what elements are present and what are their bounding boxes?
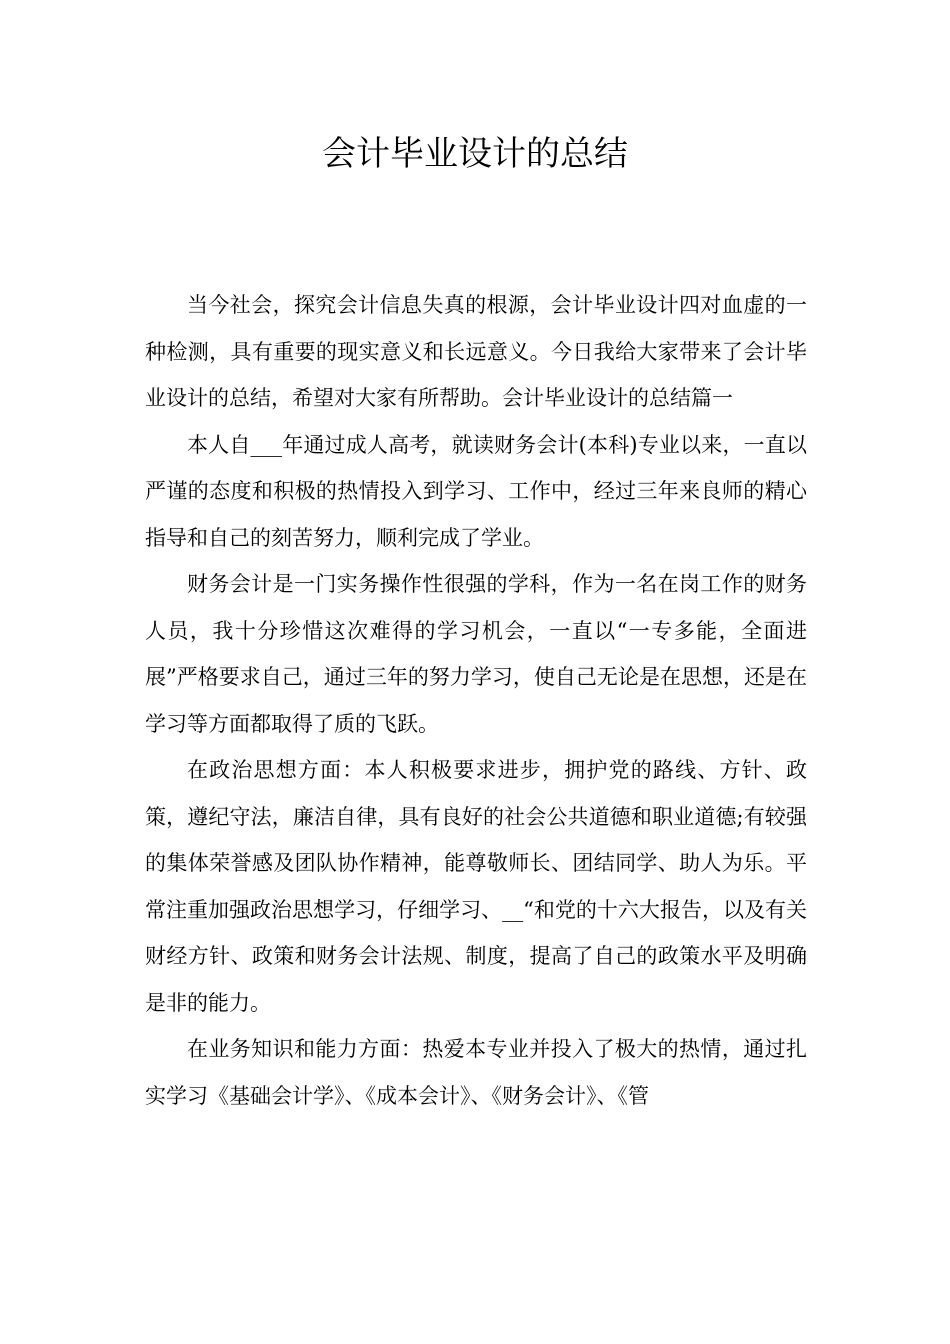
- paragraph-professional-knowledge: 在业务知识和能力方面：热爱本专业并投入了极大的热情，通过扎实学习《基础会计学》、《成本会计》、《财务会计》、《管: [145, 1037, 807, 1108]
- paragraph-financial-accounting: 财务会计是一门实务操作性很强的学科，作为一名在岗工作的财务人员，我十分珍惜这次难得的学习机会，一直以“一专多能，全面进展”严格要求自己，通过三年的努力学习，使自己无论是在思想，还是在学习等方面都取得了质的飞跃。: [145, 572, 807, 736]
- paragraph-study-background: 本人自___年通过成人高考，就读财务会计(本科)专业以来，一直以严谨的态度和积极的热情投入到学习、工作中，经过三年来良师的精心指导和自己的刻苦努力，顺利完成了学业。: [145, 432, 807, 550]
- paragraph-political-thought: 在政治思想方面：本人积极要求进步，拥护党的路线、方针、政策，遵纪守法，廉洁自律，具有良好的社会公共道德和职业道德;有较强的集体荣誉感及团队协作精神，能尊敬师长、团结同学、助人为乐。平常注重加强政治思想学习，仔细学习、__“和党的十六大报告，以及有关财经方针、政策和财务会计法规、制度，提高了自己的政策水平及明确是非的能力。: [145, 758, 807, 1015]
- paragraph-intro: 当今社会，探究会计信息失真的根源，会计毕业设计四对血虚的一种检测，具有重要的现实意义和长远意义。今日我给大家带来了会计毕业设计的总结，希望对大家有所帮助。会计毕业设计的总结篇一: [145, 293, 807, 410]
- document-body: [145, 282, 807, 1119]
- document-title: 会计毕业设计的总结: [322, 134, 628, 174]
